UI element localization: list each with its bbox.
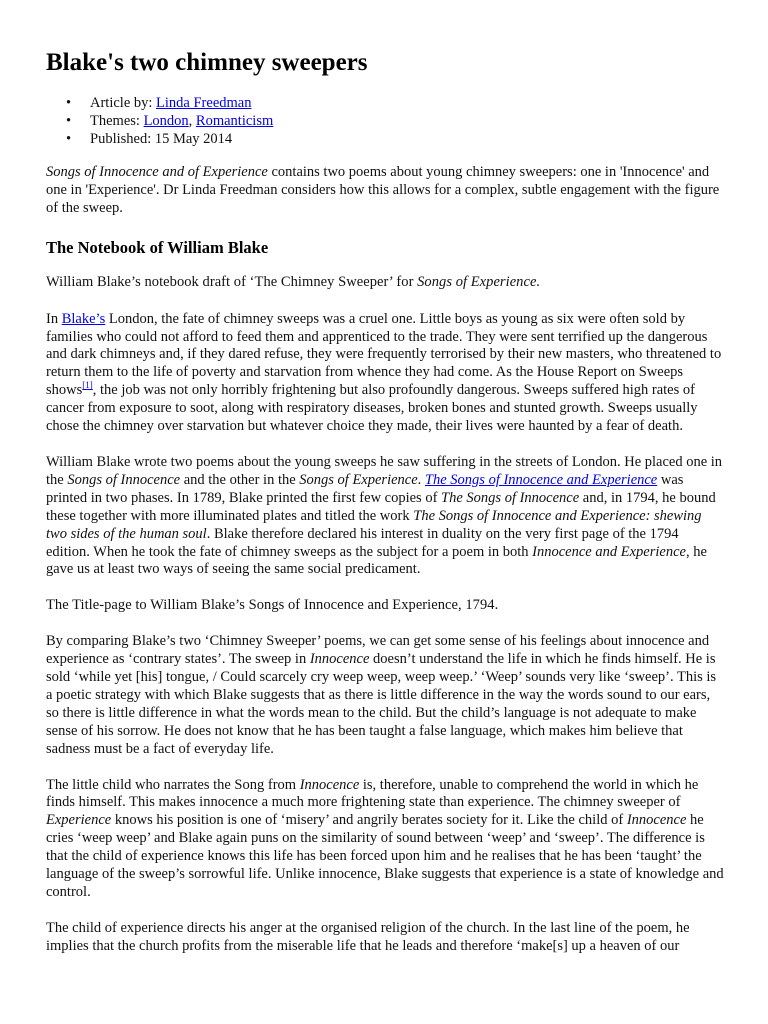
image-caption-notebook [46, 274, 724, 292]
paragraph-little-text-3: knows his position is one of ‘misery’ and angrily berates society for it. Like the child of [111, 812, 627, 829]
paragraph-two-italic-5: Innocence and Experience [532, 543, 686, 560]
paragraph-little-italic-2: Experience [46, 812, 112, 829]
theme-separator: , [188, 113, 196, 129]
section-heading-notebook: The Notebook of William Blake [46, 237, 269, 257]
paragraph-two-italic-3: The Songs of Innocence [441, 489, 580, 506]
meta-themes [46, 112, 724, 130]
paragraph-two-text-5: and, in 1794, he bound these together with more illuminated plates and titled the work [46, 489, 716, 524]
paragraph-little-text-1: The little child who narrates the Song from [46, 776, 300, 793]
paragraph-two-text-3: . [417, 471, 425, 488]
paragraph-two-text-1: William Blake wrote two poems about the young sweeps he saw suffering in the streets of London. He placed one in the [46, 453, 723, 488]
paragraph-two-text-4: was printed in two phases. In 1789, Blake printed the first few copies of [46, 471, 684, 506]
article-meta-list [46, 94, 724, 148]
paragraph-two-text-6: . Blake therefore declared his interest in duality on the very first page of the 1794 edition. When he took the fate of chimney sweeps as the subject for a poem in both [46, 525, 679, 560]
author-link[interactable]: Linda Freedman [156, 95, 252, 111]
paragraph-comparing [46, 633, 724, 758]
image-caption-title-page: The Title-page to William Blake’s Songs of Innocence and Experience, 1794. [46, 597, 499, 614]
paragraph-two-italic-2: Songs of Experience [299, 471, 418, 488]
paragraph-comparing-italic-1: Innocence [309, 651, 370, 668]
paragraph-two-italic-4: The Songs of Innocence and Experience: shewing two sides of the human soul [46, 507, 702, 542]
meta-author-label: Article by: [90, 95, 157, 111]
paragraph-comparing-text-1: By comparing Blake’s two ‘Chimney Sweeper’ poems, we can get some sense of his feelings about innocence and experience as ‘contrary states’. The sweep in [46, 633, 710, 668]
paragraph-little-child [46, 777, 724, 902]
meta-themes-label: Themes: [90, 113, 144, 129]
footnote-link-1[interactable]: [1] [82, 380, 93, 391]
paragraph-two-text-2: and the other in the [180, 471, 300, 488]
paragraph-comparing-text-2: doesn’t understand the life in which he finds himself. He is sold ‘while yet [his] tongue, / Could scarcely cry weep weep, weep weep.’ ‘Weep’ sounds very like ‘sweep’. This is a poetic strategy with which Blake suggests that as there is little difference in the way the words sound to our ears, so there is little difference in what the words mean to the child. But the child’s language is not adequate to make sense of his sorrow. He does not know that he has been taught a false language, which makes him believe that sadness must be a fact of everyday life. [46, 651, 717, 757]
paragraph-church: The child of experience directs his anger at the organised religion of the church. In the last line of the poem, he implies that the church profits from the miserable life that he leads and therefore ‘make[s] up a heaven of our [46, 919, 690, 954]
intro-text: contains two poems about young chimney sweepers: one in 'Innocence' and one in 'Experience'. Dr Linda Freedman considers how this allows for a complex, subtle engagement with the figure of the sweep. [46, 164, 720, 216]
paragraph-london-text-2: London, the fate of chimney sweeps was a cruel one. Little boys as young as six were often sold by families who could not afford to feed them and apprenticed to the trade. They were sent terrified up the dangerous and dark chimneys and, if they dared refuse, they were frequently terrorised by their new masters, who threatened to return them to the life of poverty and starvation from whence they had come. As the House Report on Sweeps shows [46, 310, 722, 399]
theme-link-london[interactable]: London [143, 113, 189, 129]
paragraph-london-text-1: In [46, 310, 62, 327]
caption-notebook-text: William Blake’s notebook draft of ‘The Chimney Sweeper’ for [46, 273, 418, 290]
meta-author [46, 94, 724, 112]
paragraph-little-italic-3: Innocence [626, 812, 687, 829]
paragraph-little-text-2: is, therefore, unable to comprehend the world in which he finds himself. This makes innocence a much more frightening state than experience. The chimney sweeper of [46, 776, 699, 811]
intro-italic-title: Songs of Innocence and of Experience [46, 164, 268, 180]
paragraph-little-italic-1: Innocence [299, 776, 360, 793]
paragraph-little-text-4: he cries ‘weep weep’ and Blake again puns on the similarity of sound between ‘weep’ and ‘sweep’. The difference is that the child of experience knows this life has been forced upon him and he realises that he has been ‘taught’ the language of the sweep’s sorrowful life. Unlike innocence, Blake suggests that experience is a state of knowledge and control. [46, 812, 724, 900]
paragraph-two-poems [46, 454, 724, 579]
songs-link-label[interactable]: The Songs of Innocence and Experience [424, 471, 658, 488]
meta-published: • Published: 15 May 2014 [46, 130, 724, 148]
paragraph-two-text-7: , he gave us at least two ways of seeing the same social predicament. [46, 543, 707, 578]
article-title: Blake's two chimney sweepers [46, 49, 368, 76]
intro-paragraph [46, 164, 724, 218]
theme-link-romanticism[interactable]: Romanticism [195, 113, 274, 129]
paragraph-london-text-3: , the job was not only horribly frightening but also profoundly dangerous. Sweeps suffered high rates of cancer from exposure to soot, along with respiratory diseases, broken bones and stunted growth. Sweeps usually chose the chimney over starvation but whatever choice they made, their lives were haunted by a fear of death. [46, 382, 698, 435]
paragraph-two-italic-1: Songs of Innocence [67, 471, 181, 488]
paragraph-london [46, 311, 724, 436]
caption-notebook-italic: Songs of Experience. [417, 273, 541, 290]
blake-link[interactable]: Blake’s [61, 310, 106, 327]
songs-link[interactable] [425, 472, 657, 488]
